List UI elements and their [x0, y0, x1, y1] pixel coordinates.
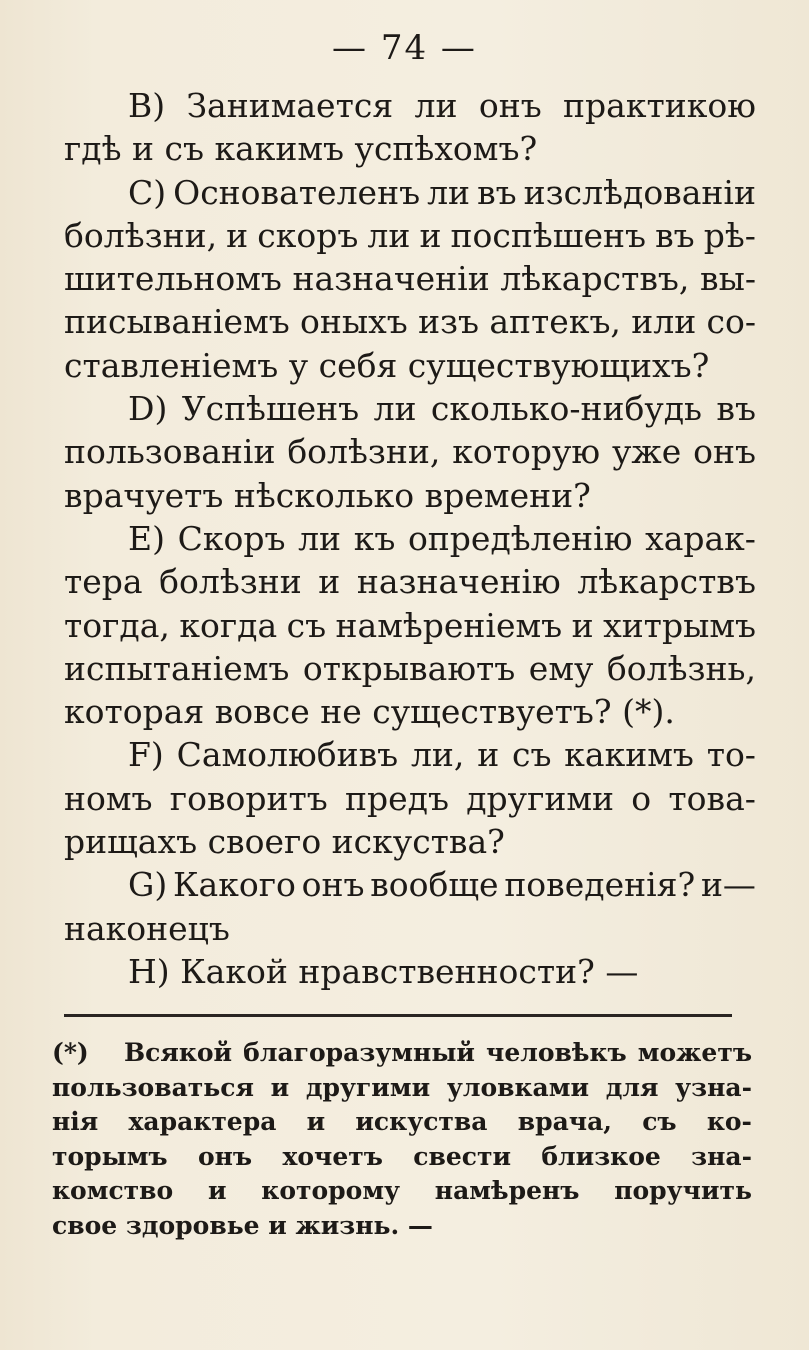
word: свести — [413, 1141, 512, 1171]
footnote-line — [52, 1105, 752, 1140]
text-line — [64, 84, 756, 127]
word: и — [571, 605, 594, 645]
word: о — [631, 778, 652, 818]
word: ли — [373, 389, 417, 429]
text-line: наконецъ — [64, 908, 230, 948]
word: можетъ — [637, 1038, 752, 1067]
word: Занимается — [186, 86, 394, 125]
word: поспѣшенъ — [450, 215, 646, 255]
word: для — [605, 1072, 659, 1102]
word: ли, — [410, 735, 465, 775]
word: тогда, — [64, 605, 170, 645]
footnote-line — [52, 1036, 752, 1071]
text-line: H) Какой нравственности? — — [128, 951, 639, 991]
word: въ — [655, 215, 695, 255]
word: Всякой — [124, 1038, 233, 1067]
word: которому — [261, 1176, 401, 1205]
word: когда — [179, 605, 278, 645]
text-line — [64, 604, 756, 647]
word: и — [226, 215, 249, 255]
word: Какого — [172, 865, 296, 905]
word: поручить — [614, 1176, 752, 1205]
word: С) — [128, 172, 167, 212]
word: въ — [716, 389, 756, 429]
text-line — [64, 387, 756, 430]
word: Успѣшенъ — [181, 389, 360, 429]
word: хитрымъ — [603, 605, 756, 645]
word: благоразумный — [243, 1038, 475, 1067]
word: болѣзни, — [287, 432, 441, 472]
word: со- — [706, 302, 756, 342]
word: Скоръ — [177, 518, 286, 558]
word: писываніемъ — [64, 302, 290, 342]
word: и — [306, 1107, 326, 1136]
word: пользованіи — [64, 432, 276, 472]
word: сколько-нибудь — [430, 389, 703, 429]
word: къ — [353, 518, 396, 558]
word: съ — [642, 1107, 677, 1136]
word: практикою — [563, 86, 756, 125]
word: ему — [528, 648, 594, 688]
word: и — [207, 1176, 227, 1205]
word: и — [419, 215, 442, 255]
word: то- — [706, 735, 756, 775]
page-number-header: — 74 — — [332, 28, 477, 68]
word: близкое — [541, 1141, 661, 1171]
word: торымъ — [52, 1141, 168, 1171]
text-line — [64, 733, 756, 776]
text-line — [64, 257, 756, 300]
word: това- — [668, 778, 756, 818]
word: F) — [128, 735, 164, 775]
text-line — [64, 300, 756, 343]
word: въ — [477, 172, 517, 212]
word: опредѣленію — [407, 518, 633, 558]
word: B) — [128, 86, 166, 125]
text-line — [64, 517, 756, 560]
text-line: которая вовсе не существуетъ? (*). — [64, 692, 675, 732]
word: предъ — [345, 778, 449, 818]
word: изъ — [418, 302, 480, 342]
word: вы- — [699, 259, 756, 299]
main-text — [64, 84, 756, 993]
word: врача, — [517, 1107, 612, 1136]
word: испытаніемъ — [64, 648, 290, 688]
word: онъ — [693, 432, 756, 472]
footnote-line: свое здоровье и жизнь. — — [52, 1210, 433, 1240]
word: и — [270, 1072, 290, 1102]
word: поведенія? — [504, 865, 696, 905]
word: назначеніи — [292, 259, 490, 299]
word: съ — [286, 605, 327, 645]
footnote — [52, 1036, 752, 1243]
text-line: гдѣ и съ какимъ успѣхомъ? — [64, 129, 538, 169]
word: назначенію — [356, 562, 561, 602]
word: харак- — [645, 518, 756, 558]
word: намѣреніемъ — [335, 605, 563, 645]
word: рѣ- — [703, 215, 756, 255]
word: онъ — [478, 86, 542, 125]
word: онъ — [197, 1141, 253, 1171]
word: изслѣдованіи — [523, 172, 756, 212]
word: характера — [128, 1107, 277, 1136]
word: ли — [414, 86, 458, 125]
text-line: ставленіемъ у себя существующихъ? — [64, 345, 710, 385]
word: G) — [128, 865, 168, 905]
footnote-line — [52, 1174, 752, 1209]
word: скоръ — [257, 215, 359, 255]
footnote-line — [52, 1140, 752, 1175]
word: номъ — [64, 778, 153, 818]
word: узна- — [675, 1072, 752, 1102]
word: Основателенъ — [173, 172, 421, 212]
word: говоритъ — [169, 778, 328, 818]
word: шительномъ — [64, 259, 282, 299]
word: D) — [128, 389, 168, 429]
footnote-marker: (*) — [52, 1038, 89, 1067]
word: ко- — [706, 1107, 752, 1136]
word: болѣзни, — [64, 215, 218, 255]
word: тера — [64, 562, 143, 602]
word: пользоваться — [52, 1072, 254, 1102]
word: человѣкъ — [486, 1038, 627, 1067]
text-line — [64, 214, 756, 257]
word: комство — [52, 1176, 174, 1205]
word: ли — [427, 172, 471, 212]
word: другими — [466, 778, 615, 818]
text-line — [64, 647, 756, 690]
word: открываютъ — [302, 648, 516, 688]
word: и — [477, 735, 500, 775]
word: лѣкарствъ, — [500, 259, 690, 299]
word: хочетъ — [282, 1141, 383, 1171]
word: болѣзнь, — [606, 648, 756, 688]
word: или — [631, 302, 697, 342]
word: лѣкарствъ — [577, 562, 756, 602]
word: уловками — [446, 1072, 589, 1102]
word: уже — [611, 432, 682, 472]
text-line: врачуетъ нѣсколько времени? — [64, 475, 591, 515]
word: искуства — [355, 1107, 488, 1136]
word: болѣзни — [159, 562, 302, 602]
word: которую — [452, 432, 601, 472]
word: онъ — [301, 865, 365, 905]
word: оныхъ — [300, 302, 408, 342]
word: ли — [367, 215, 411, 255]
footnote-line — [52, 1071, 752, 1106]
word: съ — [512, 735, 552, 775]
word: вообще — [370, 865, 499, 905]
text-line — [64, 863, 756, 906]
word: и— — [700, 865, 756, 905]
word: какимъ — [564, 735, 694, 775]
word: E) — [128, 518, 165, 558]
footnote-divider — [64, 1014, 732, 1017]
word: нія — [52, 1107, 99, 1136]
word: ли — [298, 518, 342, 558]
text-line — [64, 560, 756, 603]
text-line — [64, 171, 756, 214]
text-line — [64, 430, 756, 473]
text-line — [64, 777, 756, 820]
word: зна- — [691, 1141, 752, 1171]
text-line: рищахъ своего искуства? — [64, 822, 505, 862]
word: Самолюбивъ — [176, 735, 399, 775]
word: намѣренъ — [434, 1176, 580, 1205]
word: аптекъ, — [489, 302, 621, 342]
word: и — [318, 562, 341, 602]
word: другими — [305, 1072, 431, 1102]
